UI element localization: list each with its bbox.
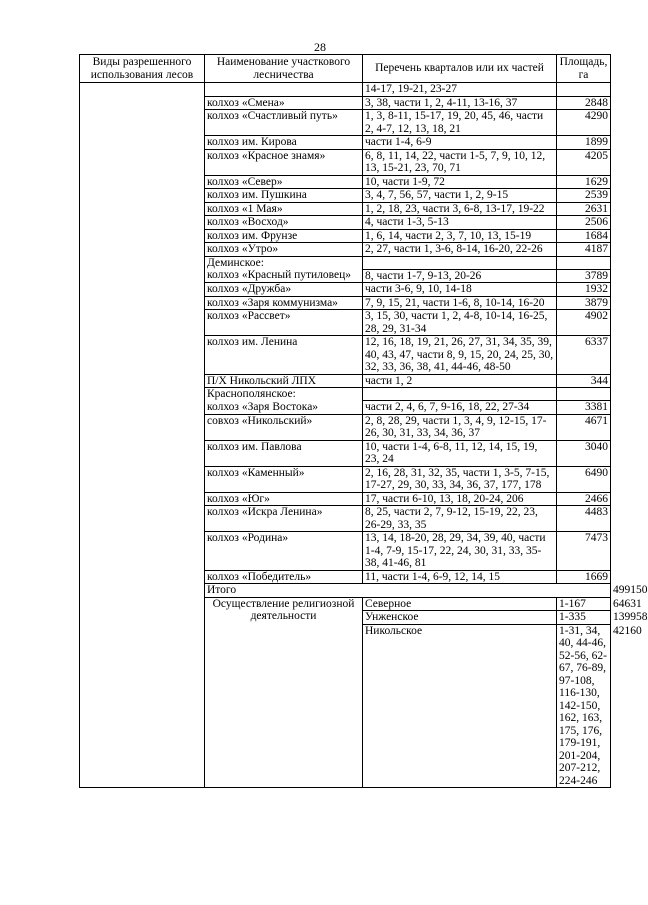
area-cell: 2631: [557, 202, 611, 216]
forestry-name-cell: колхоз «Заря Востока»: [205, 401, 363, 415]
forestry-name-cell: колхоз «1 Мая»: [205, 202, 363, 216]
forestry-name-cell: колхоз «Красное знамя»: [205, 149, 363, 175]
quarters-cell: части 1, 2: [363, 374, 557, 388]
forestry-name-cell: колхоз «Дружба»: [205, 283, 363, 297]
forest-use-table: [79, 54, 648, 788]
quarters-cell: 11, части 1-4, 6-9, 12, 14, 15: [363, 570, 557, 584]
forestry-name-cell: колхоз «Красный путиловец»: [205, 269, 363, 283]
group-heading: Деминское:: [205, 256, 363, 269]
quarters-cell: 13, 14, 18-20, 28, 29, 34, 39, 40, части 1-4, 7-9, 15-17, 22, 24, 30, 31, 33, 35-38, 41-46, 81: [363, 532, 557, 571]
quarters-cell: части 3-6, 9, 10, 14-18: [363, 283, 557, 297]
forestry-name-cell: [205, 83, 363, 97]
area-cell: 4205: [557, 149, 611, 175]
quarters-cell: 7, 9, 15, 21, части 1-6, 8, 10-14, 16-20: [363, 296, 557, 310]
header-area: Площадь, га: [557, 55, 611, 83]
quarters-cell: 2, 8, 28, 29, части 1, 3, 4, 9, 12-15, 17-26, 30, 31, 33, 34, 36, 37: [363, 414, 557, 440]
quarters-cell: 8, части 1-7, 9-13, 20-26: [363, 269, 557, 283]
forestry-name-cell: Северное: [363, 597, 557, 611]
area-cell: 3789: [557, 269, 611, 283]
quarters-cell: [363, 256, 557, 269]
area-cell: [557, 388, 611, 401]
area-cell: 2848: [557, 96, 611, 110]
forestry-name-cell: колхоз «Заря коммунизма»: [205, 296, 363, 310]
forestry-name-cell: колхоз «Родина»: [205, 532, 363, 571]
area-cell: 4187: [557, 243, 611, 257]
table-row: Осуществление религиозной деятельности Северное 1-167 64631: [80, 597, 611, 611]
quarters-cell: 17, части 6-10, 13, 18, 20-24, 206: [363, 492, 557, 506]
quarters-cell: 1-31, 34, 40, 44-46, 52-56, 62-67, 76-89, 97-108, 116-130, 142-150, 162, 163, 175, 176, 179-191, 201-204, 207-212, 224-246: [557, 624, 611, 788]
group-heading: Краснополянское:: [205, 388, 363, 401]
quarters-cell: 1, 2, 18, 23, части 3, 6-8, 13-17, 19-22: [363, 202, 557, 216]
header-forestry-name: Наименование участкового лесничества: [205, 55, 363, 83]
forestry-name-cell: колхоз им. Ленина: [205, 336, 363, 375]
area-cell: 2466: [557, 492, 611, 506]
forestry-name-cell: колхоз «Восход»: [205, 216, 363, 230]
total-label: Итого: [205, 584, 611, 598]
quarters-cell: 3, 4, 7, 56, 57, части 1, 2, 9-15: [363, 189, 557, 203]
area-cell: 2506: [557, 216, 611, 230]
quarters-cell: 2, 27, части 1, 3-6, 8-14, 16-20, 22-26: [363, 243, 557, 257]
header-use-type: Виды разрешенного использования лесов: [80, 55, 205, 83]
forestry-name-cell: П/Х Никольский ЛПХ: [205, 374, 363, 388]
quarters-cell: части 2, 4, 6, 7, 9-16, 18, 22, 27-34: [363, 401, 557, 415]
quarters-cell: [363, 388, 557, 401]
forestry-name-cell: колхоз им. Пушкина: [205, 189, 363, 203]
quarters-cell: 10, части 1-4, 6-8, 11, 12, 14, 15, 19, 23, 24: [363, 440, 557, 466]
table-header-row: [80, 55, 611, 83]
area-cell: 4290: [557, 110, 611, 136]
forestry-name-cell: Никольское: [363, 624, 557, 788]
area-cell: 4671: [557, 414, 611, 440]
area-cell: 3040: [557, 440, 611, 466]
table-row: Унженское 1-335 139958: [80, 611, 611, 625]
area-cell: 4483: [557, 506, 611, 532]
use-type-cell-empty: [80, 83, 205, 788]
area-cell: 1932: [557, 283, 611, 297]
area-cell: 1899: [557, 136, 611, 150]
quarters-cell: 14-17, 19-21, 23-27: [363, 83, 557, 97]
quarters-cell: 2, 16, 28, 31, 32, 35, части 1, 3-5, 7-15, 17-27, 29, 30, 33, 34, 36, 37, 177, 178: [363, 466, 557, 492]
forestry-name-cell: колхоз «Рассвет»: [205, 310, 363, 336]
area-cell: 1669: [557, 570, 611, 584]
forestry-name-cell: колхоз «Юг»: [205, 492, 363, 506]
quarters-cell: 1, 6, 14, части 2, 3, 7, 10, 13, 15-19: [363, 229, 557, 243]
area-cell: [557, 256, 611, 269]
area-cell: 6490: [557, 466, 611, 492]
table-body: [80, 83, 648, 788]
quarters-cell: 3, 15, 30, части 1, 2, 4-8, 10-14, 16-25, 28, 29, 31-34: [363, 310, 557, 336]
area-cell: 1629: [557, 175, 611, 189]
quarters-cell: 8, 25, части 2, 7, 9-12, 15-19, 22, 23, 26-29, 33, 35: [363, 506, 557, 532]
forestry-name-cell: колхоз «Утро»: [205, 243, 363, 257]
forestry-name-cell: колхоз им. Кирова: [205, 136, 363, 150]
area-cell: 6337: [557, 336, 611, 375]
header-quarters: Перечень кварталов или их частей: [363, 55, 557, 83]
page-number: 28: [314, 40, 326, 54]
quarters-cell: 4, части 1-3, 5-13: [363, 216, 557, 230]
forestry-name-cell: Унженское: [363, 611, 557, 625]
forestry-name-cell: колхоз «Победитель»: [205, 570, 363, 584]
forestry-name-cell: колхоз им. Павлова: [205, 440, 363, 466]
quarters-cell: 10, части 1-9, 72: [363, 175, 557, 189]
quarters-cell: 6, 8, 11, 14, 22, части 1-5, 7, 9, 10, 12, 13, 15-21, 23, 70, 71: [363, 149, 557, 175]
quarters-cell: части 1-4, 6-9: [363, 136, 557, 150]
table-row: [80, 83, 611, 97]
quarters-cell: 3, 38, части 1, 2, 4-11, 13-16, 37: [363, 96, 557, 110]
forestry-name-cell: колхоз «Счастливый путь»: [205, 110, 363, 136]
forestry-name-cell: колхоз «Север»: [205, 175, 363, 189]
table-row: Никольское 1-31, 34, 40, 44-46, 52-56, 62-67, 76-89, 97-108, 116-130, 142-150, 162, 163, 175, 176, 179-191, 201-204, 207-212, 224-246 42160: [80, 624, 611, 788]
area-cell: 4902: [557, 310, 611, 336]
quarters-cell: 1-335: [557, 611, 611, 625]
total-row: Итого 499150: [80, 584, 611, 598]
area-cell: 344: [557, 374, 611, 388]
forestry-name-cell: колхоз «Искра Ленина»: [205, 506, 363, 532]
quarters-cell: 1-167: [557, 597, 611, 611]
area-cell: 2539: [557, 189, 611, 203]
forestry-name-cell: колхоз «Смена»: [205, 96, 363, 110]
forestry-name-cell: колхоз им. Фрунзе: [205, 229, 363, 243]
forestry-name-cell: совхоз «Никольский»: [205, 414, 363, 440]
area-cell: [557, 83, 611, 97]
use-type-cell: Осуществление религиозной деятельности: [205, 597, 363, 788]
quarters-cell: 1, 3, 8-11, 15-17, 19, 20, 45, 46, части 2, 4-7, 12, 13, 18, 21: [363, 110, 557, 136]
area-cell: 1684: [557, 229, 611, 243]
area-cell: 7473: [557, 532, 611, 571]
forestry-name-cell: колхоз «Каменный»: [205, 466, 363, 492]
area-cell: 3879: [557, 296, 611, 310]
area-cell: 3381: [557, 401, 611, 415]
quarters-cell: 12, 16, 18, 19, 21, 26, 27, 31, 34, 35, 39, 40, 43, 47, части 8, 9, 15, 20, 24, 25, 30, 32, 33, 36, 38, 41, 44-46, 48-50: [363, 336, 557, 375]
